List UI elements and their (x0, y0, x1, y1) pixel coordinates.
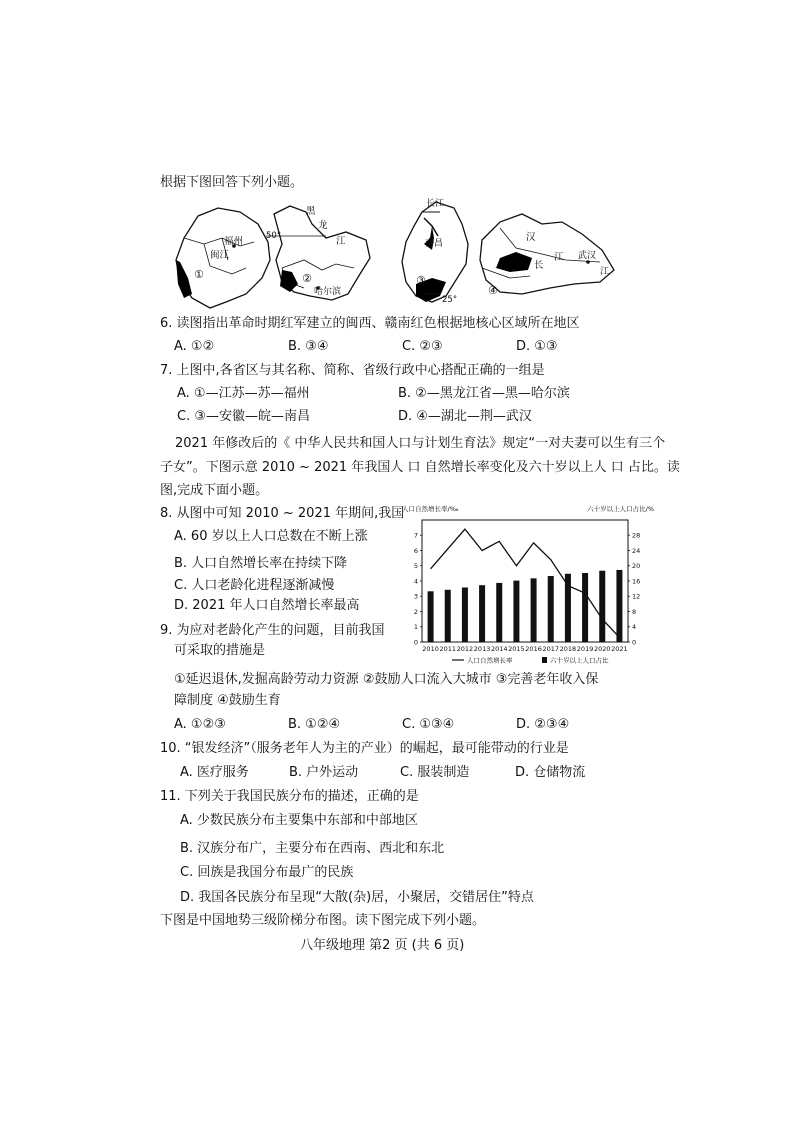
map-label-hei: 黑 (306, 206, 316, 217)
q10-option-c: C. 服装制造 (400, 765, 470, 780)
q9-option-d: D. ②③④ (516, 717, 570, 732)
x-tick-label-2010: 2010 (422, 645, 439, 653)
province-maps (170, 198, 630, 310)
map-label-changjiang: 长江 (426, 199, 445, 209)
map-label-fuzhou: 福州 (224, 236, 244, 247)
bar-2016 (531, 578, 537, 642)
map-marker-2: ② (302, 272, 312, 285)
bar-2021 (616, 570, 622, 642)
map-fujian (176, 208, 270, 308)
q10-stem: 10. “银发经济”（服务老年人为主的产业）的崛起，最可能带动的行业是 (160, 741, 569, 756)
x-tick-label-2018: 2018 (559, 645, 577, 653)
legend-line-label: 人口自然增长率 (467, 656, 513, 665)
bar-2018 (565, 574, 571, 642)
q8-option-a: A. 60 岁以上人口总数在不断上涨 (174, 529, 368, 544)
map-label-han: 汉 (526, 232, 536, 243)
right-tick-label-0: 0 (632, 638, 637, 647)
right-tick-label-8: 8 (632, 607, 637, 616)
q11-stem: 11. 下列关于我国民族分布的描述，正确的是 (160, 789, 419, 804)
left-tick-label-0: 0 (413, 638, 418, 647)
right-tick-label-20: 20 (632, 562, 641, 571)
bar-2015 (513, 581, 519, 642)
chart-legend (452, 656, 609, 665)
x-tick-label-2011: 2011 (439, 645, 457, 653)
left-tick-label-6: 6 (413, 546, 418, 555)
right-tick-label-12: 12 (632, 592, 641, 601)
q9-stem-line1: 9. 为应对老龄化产生的问题，目前我国 (160, 623, 385, 638)
legend-bar-label: 六十岁以上人口占比 (550, 656, 609, 665)
left-tick-label-1: 1 (413, 623, 418, 632)
x-tick-label-2019: 2019 (576, 645, 594, 653)
map-label-25deg: 25° (442, 295, 458, 305)
x-tick-label-2014: 2014 (490, 645, 508, 653)
intro-text-2-line3: 图,完成下面小题。 (160, 483, 269, 498)
q9-option-a: A. ①②③ (174, 717, 226, 732)
right-axis-title: 六十岁以上人口占比/% (587, 505, 654, 513)
legend-bar-swatch (542, 657, 547, 663)
q10-option-a: A. 医疗服务 (180, 765, 249, 780)
map-label-jiang-2: 江 (554, 252, 564, 263)
map-label-minjiang: 闽江 (210, 250, 230, 261)
map-label-50deg: 50° (266, 231, 282, 241)
q8-option-b: B. 人口自然增长率在持续下降 (174, 556, 348, 571)
q6-option-a: A. ①② (174, 339, 215, 354)
map-marker-1: ① (194, 268, 204, 281)
map-marker-3: ③ (416, 274, 426, 287)
right-tick-label-24: 24 (632, 546, 641, 555)
q11-option-c: C. 回族是我国分布最广的民族 (180, 865, 354, 880)
q8-stem: 8. 从图中可知 2010 ~ 2021 年期间,我国 (160, 506, 405, 521)
left-tick-label-2: 2 (413, 607, 418, 616)
map-label-long: 龙 (318, 220, 328, 231)
q11-option-d: D. 我国各民族分布呈现“大散(杂)居，小聚居，交错居住”特点 (180, 890, 534, 905)
plot-frame (422, 520, 628, 642)
q10-option-b: B. 户外运动 (289, 765, 359, 780)
x-tick-label-2016: 2016 (525, 645, 542, 653)
map-label-jiang-1: 江 (336, 236, 346, 247)
q6-option-d: D. ①③ (516, 339, 558, 354)
bar-2014 (496, 583, 502, 642)
map-marker-4: ④ (488, 284, 498, 297)
q9-stem-line2: 可采取的措施是 (174, 643, 266, 658)
q11-option-b: B. 汉族分布广，主要分布在西南、西北和东北 (180, 841, 445, 856)
q6-option-b: B. ③④ (288, 339, 329, 354)
map-label-chang: 长 (534, 260, 544, 271)
left-tick-label-7: 7 (413, 531, 418, 540)
x-tick-label-2021: 2021 (611, 645, 628, 653)
bar-2019 (582, 573, 588, 642)
q6-option-c: C. ②③ (402, 339, 443, 354)
natural-growth-line (431, 529, 620, 637)
map-heilongjiang (266, 206, 370, 300)
q7-option-d: D. ④—湖北—荆—武汉 (398, 409, 532, 424)
q7-option-a: A. ①—江苏—苏—福州 (177, 386, 310, 401)
intro-text-2-line1: 2021 年修改后的《 中华人民共和国人口与计划生育法》规定“一对夫妻可以生有三个 (175, 436, 666, 451)
bar-2020 (599, 571, 605, 642)
bar-2010 (428, 591, 434, 642)
left-tick-label-3: 3 (413, 592, 418, 601)
map-label-wuhan: 武汉 (578, 251, 597, 261)
q9-items-line1: ①延迟退休,发掘高龄劳动力资源 ②鼓励人口流入大城市 ③完善老年收入保 (174, 672, 599, 687)
q9-option-c: C. ①③④ (402, 717, 455, 732)
x-tick-label-2013: 2013 (473, 645, 491, 653)
q7-option-c: C. ③—安徽—皖—南昌 (177, 409, 310, 424)
intro-text-2-line2: 子女”。下图示意 2010 ~ 2021 年我国人 口 自然增长率变化及六十岁以上人 口 占比。读 (160, 460, 680, 475)
right-tick-label-16: 16 (632, 577, 641, 586)
bar-2013 (479, 585, 485, 642)
map-jiangxi (402, 198, 468, 305)
q8-option-d: D. 2021 年人口自然增长率最高 (174, 598, 360, 613)
x-tick-label-2015: 2015 (508, 645, 525, 653)
q7-option-b: B. ②—黑龙江省—黑—哈尔滨 (398, 386, 570, 401)
left-tick-label-5: 5 (413, 562, 418, 571)
map-label-jiang-3: 江 (600, 267, 610, 277)
x-tick-label-2017: 2017 (542, 645, 560, 653)
map-label-nanchang: 南昌 (425, 239, 444, 249)
right-tick-label-4: 4 (632, 623, 637, 632)
q6-stem: 6. 读图指出革命时期红军建立的闽西、赣南红色根据地核心区域所在地区 (160, 316, 580, 331)
q8-option-c: C. 人口老龄化进程逐渐减慢 (174, 578, 335, 593)
q11-option-a: A. 少数民族分布主要集中东部和中部地区 (180, 813, 418, 828)
map-hubei (480, 214, 614, 297)
bar-2017 (548, 576, 554, 642)
page-footer: 八年级地理 第2 页 (共 6 页) (300, 938, 465, 953)
intro-text-3: 下图是中国地势三级阶梯分布图。读下图完成下列小题。 (160, 913, 486, 928)
q9-option-b: B. ①②④ (288, 717, 341, 732)
left-axis-title: 人口自然增长率/‰ (402, 505, 459, 513)
q9-items-line2: 障制度 ④鼓励生育 (174, 693, 281, 708)
bar-2011 (445, 590, 451, 642)
intro-text-1: 根据下图回答下列小题。 (160, 175, 304, 190)
q7-stem: 7. 上图中,各省区与其名称、简称、省级行政中心搭配正确的一组是 (160, 363, 545, 378)
left-tick-label-4: 4 (413, 577, 418, 586)
population-chart (392, 502, 664, 668)
map-label-haerbin: 哈尔滨 (314, 287, 342, 297)
x-tick-label-2012: 2012 (456, 645, 474, 653)
right-tick-label-28: 28 (632, 531, 641, 540)
x-tick-label-2020: 2020 (593, 645, 611, 653)
q10-option-d: D. 仓储物流 (515, 765, 586, 780)
bar-2012 (462, 587, 468, 642)
